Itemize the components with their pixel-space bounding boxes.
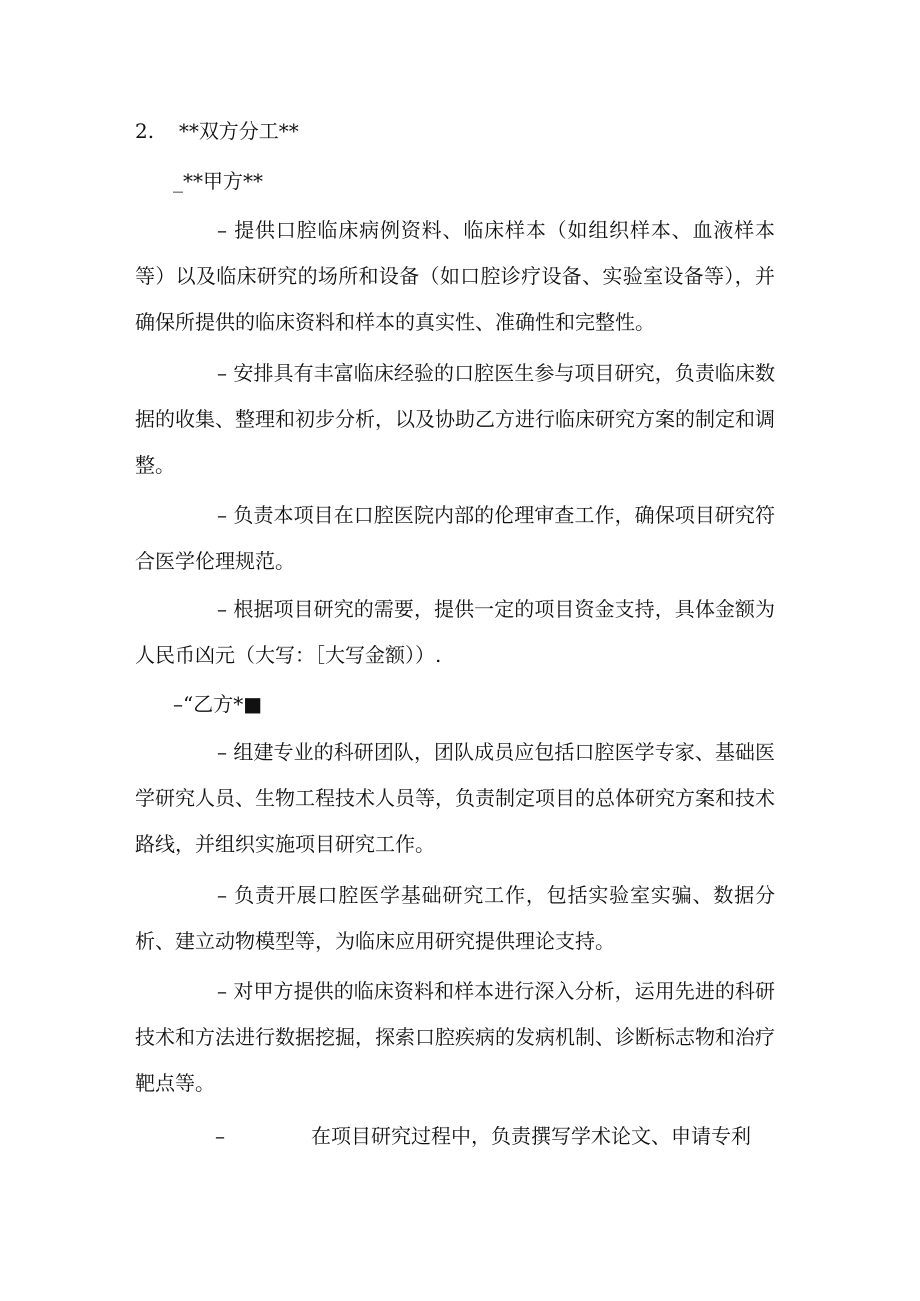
party-b-item-1: – 组建专业的科研团队，团队成员应包括口腔医学专家、基础医学研究人员、生物工程技术人员等，负责制定项目的总体研究方案和技术路线，并组织实施项目研究工作。: [135, 740, 775, 856]
item-text: 在项目研究过程中，负责撰写学术论文、申请专利: [311, 1124, 751, 1148]
party-a-item-2: – 安排具有丰富临床经验的口腔医生参与项目研究，负责临床数据的收集、整理和初步分析，以及协助乙方进行临床研究方案的制定和调整。: [135, 361, 775, 477]
section-number: 2.: [135, 119, 155, 143]
party-b-item-3: – 对甲方提供的临床资料和样本进行深入分析，运用先进的科研技术和方法进行数据挖掘，探索口腔疾病的发病机制、诊断标志物和治疗靶点等。: [135, 979, 775, 1095]
item-dash: –: [215, 1124, 225, 1148]
party-a-item-3: – 负责本项目在口腔医院内部的伦理审查工作，确保项目研究符合医学伦理规范。: [135, 503, 775, 573]
section-title: **双方分工**: [178, 119, 299, 143]
party-b-label: –“乙方*■: [173, 692, 263, 716]
party-a-item-1: – 提供口腔临床病例资料、临床样本（如组织样本、血液样本等）以及临床研究的场所和设备（如口腔诊疗设备、实验室设备等），并确保所提供的临床资料和样本的真实性、准确性和完整性。: [135, 218, 775, 334]
party-a-label: _**甲方**: [173, 169, 263, 193]
party-a-item-4: – 根据项目研究的需要，提供一定的项目资金支持，具体金额为人民币凶元（大写：［大写金额））.: [135, 597, 775, 667]
section-heading: [135, 108, 775, 154]
party-b-item-4: [215, 1113, 775, 1159]
party-b-item-2: – 负责开展口腔医学基础研究工作，包括实验室实骗、数据分析、建立动物模型等，为临床应用研究提供理论支持。: [135, 883, 775, 953]
